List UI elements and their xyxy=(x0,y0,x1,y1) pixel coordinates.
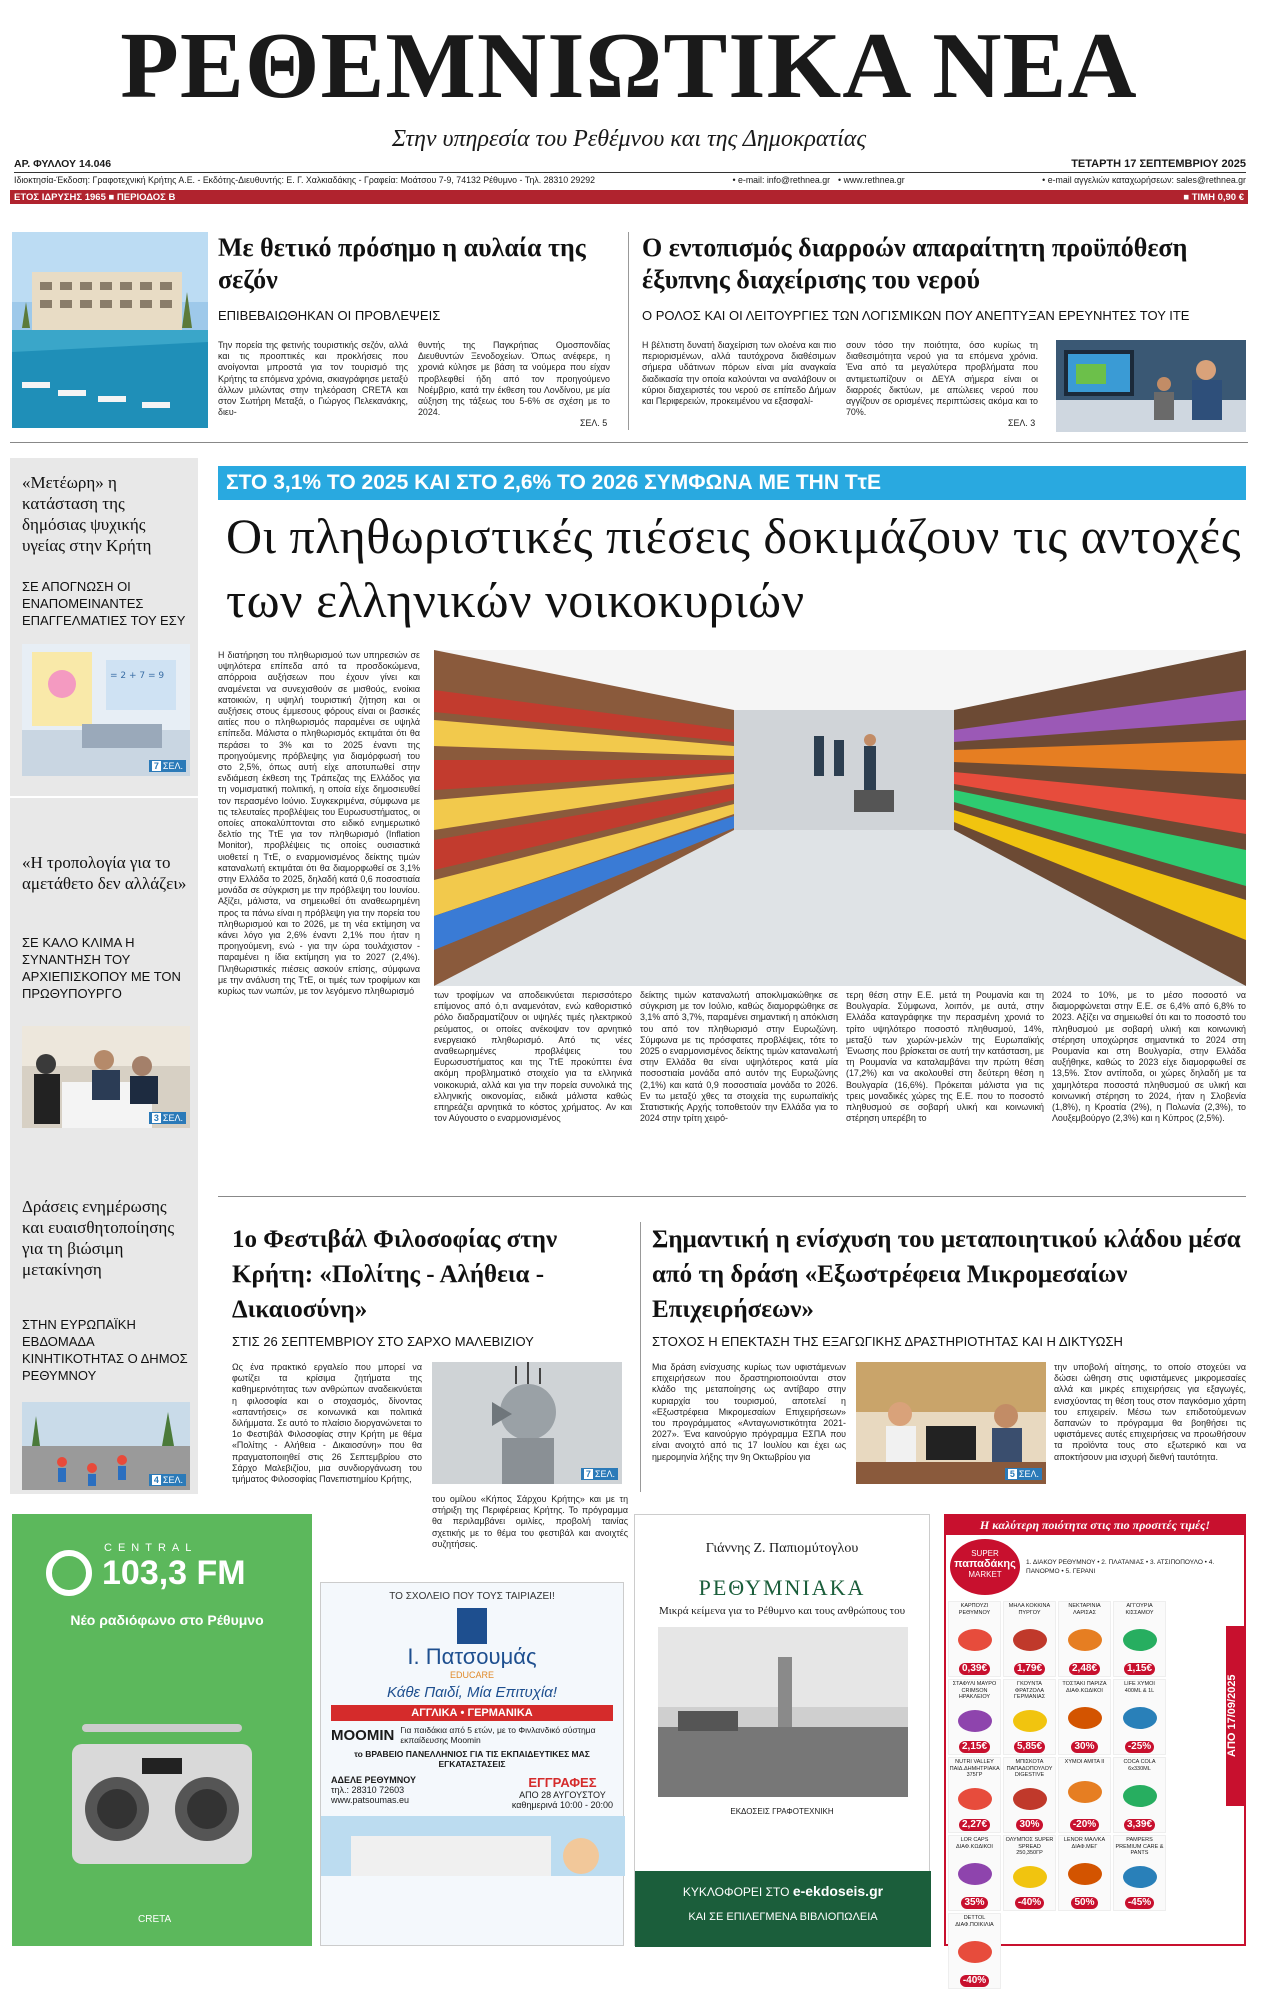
sidebar-1-sel: ΣΕΛ. xyxy=(162,761,183,771)
festival-page: 7 xyxy=(585,1469,591,1479)
market-product-name: COCA COLA 6x330ML xyxy=(1123,1759,1156,1772)
product-image-icon xyxy=(1123,1866,1157,1888)
story2-page-ref[interactable]: ΣΕΛ. 3 xyxy=(1008,418,1036,428)
lead-col4: τερη θέση στην Ε.Ε. μετά τη Ρουμανία και τη Βουλγαρία. Σύμφωνα, λοιπόν, με αυτά, στην Ελλάδα καταγράφηκε την περασμένη χρονιά το τρίτο υψηλότερο ποσοστό πληθυσμού, 14%, μεταξύ των χωρών-μελών της Ευρωπαϊκής Ένωσης που βρίσκεται σε αυτή την κατάσταση, με τη Ρουμανία να καταλαμβάνει την πρώτη θέση (17,2%) και να ακολουθεί στη δεύτερη θέση η Βουλγαρία (16,6%). Πρόκειται μάλιστα για τις τρεις μοναδικές χώρες της Ε.Ε. που το ποσοστό πληθυσμού σε σοβαρή υλική και κοινωνική στέρηση υπερέβη το xyxy=(846,990,1044,1124)
market-product-price: 1,15€ xyxy=(1124,1663,1155,1675)
market-product-price: -45% xyxy=(1125,1897,1154,1909)
market-product-price: -40% xyxy=(1015,1897,1044,1909)
sidebar-2-page: 3 xyxy=(153,1113,159,1123)
sidebar-3-kicker: ΣΤΗΝ ΕΥΡΩΠΑΪΚΗ ΕΒΔΟΜΑΔΑ ΚΙΝΗΤΙΚΟΤΗΤΑΣ Ο ΔΗΜΟΣ ΡΕΘΥΜΝΟΥ xyxy=(22,1317,188,1383)
supermarket-photo xyxy=(434,650,1246,986)
product-image-icon xyxy=(1068,1707,1102,1729)
market-stores: 1. ΔΙΑΚΟΥ ΡΕΘΥΜΝΟΥ • 2. ΠΛΑΤΑΝΙΑΣ • 3. ΑΤΣΙΠΟΠΟΥΛΟ • 4. ΠΑΝΟΡΜΟ • 5. ΓΕΡΑΝΙ xyxy=(1026,1559,1215,1575)
book-cover-photo xyxy=(658,1627,908,1797)
market-product xyxy=(1058,1757,1111,1833)
market-mk: MARKET xyxy=(968,1570,1002,1579)
school-logo-icon xyxy=(457,1608,487,1644)
market-product-name: ΝΕΚΤΑΡΙΝΙΑ ΛΑΡΙΣΑΣ xyxy=(1068,1603,1101,1616)
school-addr: ΑΔΕΛΕ ΡΕΘΥΜΝΟΥ xyxy=(331,1775,416,1785)
market-product-price: -40% xyxy=(960,1975,989,1987)
market-product-name: LENOR ΜΑΛ/ΚΑ ΔΙΑΦ.ΜΕΓ xyxy=(1063,1837,1106,1850)
school-tel: τηλ.: 28310 72603 xyxy=(331,1785,405,1795)
product-image-icon xyxy=(1068,1863,1102,1885)
email-info[interactable]: • e-mail: info@rethnea.gr xyxy=(732,175,831,185)
market-product-price: 3,39€ xyxy=(1124,1819,1155,1831)
market-product xyxy=(948,1601,1001,1677)
school-sub: EDUCARE xyxy=(449,1670,494,1680)
sidebar-3-sel: ΣΕΛ. xyxy=(162,1475,183,1485)
story2-col2: σουν τόσο την ποιότητα, όσο κυρίως τη διαθεσιμότητα νερού για τα επόμενα χρόνια. Ένα από τα μεγαλύτερα προβλήματα που αντιμετωπίζουν οι ΔΕΥΑ σήμερα είναι οι διαρροές δικτύων, με απώλειες νερού που αγγίζουν σε ορισμένες περιπτώσεις ακόμα και το 70%. xyxy=(846,340,1038,418)
sidebar-3-page: 4 xyxy=(153,1475,159,1485)
radio-frequency: 103,3 FM xyxy=(102,1554,246,1592)
school-hours: καθημερινά 10:00 - 20:00 xyxy=(511,1800,613,1810)
market-product-price: 50% xyxy=(1071,1897,1097,1909)
school-award: το ΒΡΑΒΕΙΟ ΠΑΝΕΛΛΗΝΙΟΣ ΓΙΑ ΤΙΣ ΕΚΠΑΙΔΕΥΤΙΚΕΣ ΜΑΣ ΕΓΚΑΤΑΣΤΑΣΕΙΣ xyxy=(354,1749,590,1769)
founded-year: ΕΤΟΣ ΙΔΡΥΣΗΣ 1965 xyxy=(14,191,106,203)
radio-logo-icon xyxy=(46,1550,92,1596)
market-product-price: 2,48€ xyxy=(1069,1663,1100,1675)
market-product xyxy=(1113,1679,1166,1755)
market-product-price: 5,85€ xyxy=(1014,1741,1045,1753)
product-image-icon xyxy=(1013,1710,1047,1732)
market-product xyxy=(948,1679,1001,1755)
sidebar-3-title[interactable]: Δράσεις ενημέρωσης και ευαισθητοποίησης για τη βιώσιμη μετακίνηση xyxy=(22,1197,175,1279)
masthead-tagline: Στην υπηρεσία του Ρεθέμνου και της Δημοκρατίας xyxy=(391,126,867,152)
market-product xyxy=(1058,1679,1111,1755)
market-super: SUPER xyxy=(971,1549,999,1558)
school-top: ΤΟ ΣΧΟΛΕΙΟ ΠΟΥ ΤΟΥΣ ΤΑΙΡΙΑΖΕΙ! xyxy=(389,1591,555,1602)
festival-page-ref[interactable] xyxy=(581,1468,618,1480)
market-product-price: -25% xyxy=(1125,1741,1154,1753)
market-product xyxy=(1113,1601,1166,1677)
book-subtitle: Μικρά κείμενα για το Ρέθυμνο και τους ανθρώπους του xyxy=(658,1605,906,1617)
publisher-info: Ιδιοκτησία-Έκδοση: Γραφοτεχνική Κρήτης Α.Ε. - Εκδότης-Διευθυντής: Ε. Γ. Χαλκιαδάκης - Γραφεία: Μοάτσου 7-9, 74132 Ρέθυμνο - Τηλ. 28310 29292 xyxy=(14,175,595,185)
festival-col2: του ομίλου «Κήπος Σάρχου Κρήτης» και με τη στήριξη της Περιφέρειας Κρήτης. Το πρόγραμμα θα περιλαμβάνει ομιλίες, προβολή ταινίας σχετικής με το θέμα του φεστιβάλ και ανοιχτές συζητήσεις. xyxy=(432,1494,628,1549)
lead-title[interactable]: Οι πληθωριστικές πιέσεις δοκιμάζουν τις αντοχές των ελληνικών νοικοκυριών xyxy=(226,508,1242,628)
radio-ad[interactable] xyxy=(12,1514,312,1946)
market-product-name: DETTOL ΔΙΑΦ.ΠΟΙΚΙΛΙΑ xyxy=(955,1915,994,1928)
issue-number: ΑΡ. ΦΥΛΛΟΥ 14.046 xyxy=(14,158,112,170)
story1-page-ref[interactable]: ΣΕΛ. 5 xyxy=(580,418,608,428)
market-product-price: 30% xyxy=(1071,1741,1097,1753)
festival-kicker: ΣΤΙΣ 26 ΣΕΠΤΕΜΒΡΙΟΥ ΣΤΟ ΣΑΡΧΟ ΜΑΛΕΒΙΖΙΟΥ xyxy=(232,1334,534,1349)
product-image-icon xyxy=(1123,1707,1157,1729)
market-product xyxy=(1003,1601,1056,1677)
market-product xyxy=(1113,1757,1166,1833)
market-product xyxy=(948,1757,1001,1833)
book-bar: ΚΥΚΛΟΦΟΡΕΙ ΣΤΟ xyxy=(682,1885,790,1899)
lead-col5: 2024 το 10%, με το μέσο ποσοστό να διαμορφώνεται στην Ε.Ε. σε 6,4% από 6,8% το 2023. Αξίζει να σημειωθεί ότι και το ποσοστό του πληθυσμού με σοβαρή υλική και κοινωνική στέρηση υποχώρησε σημαντικά το 2024 στη Ρουμανία και στη Βουλγαρία, στην Ελλάδα αυξήθηκε, καθώς το 2023 είχε διαμορφωθεί σε 13,5%. Στον αντίποδα, οι χώρες δηλαδή με τα χαμηλότερα ποσοστά πληθυσμού σε υλική και κοινωνική στέρηση το 2024, ήταν η Σλοβενία (1,8%), η Κροατία (2%), η Πολωνία (2,3%), το Λουξεμβούργο (2,3%) και η Κύπρος (2,5%). xyxy=(1052,990,1246,1124)
moomin-text: Για παιδάκια από 5 ετών, με το Φινλανδικό σύστημα εκπαίδευσης Moomin xyxy=(400,1725,596,1745)
school-reg-from: ΑΠΟ 28 ΑΥΓΟΥΣΤΟΥ xyxy=(519,1790,606,1800)
story1-title[interactable]: Με θετικό πρόσημο η αυλαία της σεζόν xyxy=(218,233,586,294)
product-image-icon xyxy=(958,1788,992,1810)
book-ad[interactable] xyxy=(634,1514,930,1946)
market-product-name: ΑΓΓΟΥΡΙΑ ΚΙΣΣΑΜΟΥ xyxy=(1125,1603,1154,1616)
market-products xyxy=(946,1599,1222,1991)
market-product-price: 2,27€ xyxy=(959,1819,990,1831)
story2-col1: Η βέλτιστη δυνατή διαχείριση των ολοένα και πιο περιορισμένων, αλλά ταυτόχρονα διαθέσιμων σήμερα υδάτινων πόρων είναι μία αναγκαία διαδικασία την οποία καλούνται να αναλάβουν οι κύριοι διαχειριστές του νερού σε επίπεδο Δήμων και Περιφερειών, προκειμένου να εξασφαλί- xyxy=(642,340,836,407)
story1-kicker: ΕΠΙΒΕΒΑΙΩΘΗΚΑΝ ΟΙ ΠΡΟΒΛΕΨΕΙΣ xyxy=(218,308,441,323)
school-motto: Κάθε Παιδί, Μία Επιτυχία! xyxy=(386,1684,558,1701)
market-product-name: ΣΤΑΦΥΛΙ ΜΑΥΡΟ CRIMSON ΗΡΑΚΛΕΙΟΥ xyxy=(952,1681,997,1700)
price: ΤΙΜΗ 0,90 € xyxy=(1191,191,1244,203)
supermarket-ad[interactable] xyxy=(944,1514,1246,1986)
lead-col2: των τροφίμων να αποδεικνύεται περισσότερο επίμονος από ό,τι αναμενόταν, ενώ καθοριστικό ρόλο διαδραματίζουν οι υψηλές τιμές ηλεκτρικού ρεύματος, οι οποίες ανέκοψαν τον αρνητικό ενεργειακό πληθωρισμό. Από τις νέες αναθεωρημένες προβλέψεις του Ευρωσυστήματος και της ΤτΕ προκύπτει ένα ακόμη προβληματικό στοιχείο για τα ελληνικά νοικοκυριά, αλλά και για την πορεία συνολικά της ελληνικής οικονομίας, ειδικά μάλιστα καθώς επηρεάζει αρνητικά το κόστος χρήματος. Αν και τον Αύγουστο ο εναρμονισμένος xyxy=(434,990,632,1124)
book-author: Γιάννης Ζ. Παπιομύτογλου xyxy=(705,1541,859,1556)
market-product-price: 2,15€ xyxy=(959,1741,990,1753)
radio-mark: CRETA xyxy=(138,1914,172,1925)
period: ΠΕΡΙΟΔΟΣ Β xyxy=(116,191,176,203)
product-image-icon xyxy=(958,1863,992,1885)
radio-slogan: Νέο ραδιόφωνο στο Ρέθυμνο xyxy=(70,1612,264,1628)
market-product xyxy=(948,1913,1001,1989)
product-image-icon xyxy=(958,1629,992,1651)
sidebar-2-kicker: ΣΕ ΚΑΛΟ ΚΛΙΜΑ Η ΣΥΝΑΝΤΗΣΗ ΤΟΥ ΑΡΧΙΕΠΙΣΚΟΠΟΥ ΜΕ ΤΟΝ ΠΡΩΘΥΠΟΥΡΓΟ xyxy=(22,935,181,1001)
market-product-price: 35% xyxy=(961,1897,987,1909)
festival-photo xyxy=(432,1362,622,1484)
sidebar-1-kicker: ΣΕ ΑΠΟΓΝΩΣΗ ΟΙ ΕΝΑΠΟΜΕΙΝΑΝΤΕΣ ΕΠΑΓΓΕΛΜΑΤΙΕΣ ΤΟΥ ΕΣΥ xyxy=(22,579,186,628)
market-product-name: PAMPERS PREMIUM CARE & PANTS xyxy=(1115,1837,1164,1856)
market-top: Η καλύτερη ποιότητα στις πιο προσιτές τιμές! xyxy=(946,1516,1244,1535)
festival-col1: Ως ένα πρακτικό εργαλείο που μπορεί να φωτίζει τα κρίσιμα ζητήματα της καθημερινότητας των ανθρώπων αναδεικνύεται η φιλοσοφία και ο στοχασμός, δίνοντας «απαντήσεις» σε κοινωνικά και πολιτικά διλήμματα. Σε αυτό το πλαίσιο διοργανώνεται το 1ο Φεστιβάλ Φιλοσοφίας στην Κρήτη με θέμα «Πολίτης - Αλήθεια - Δικαιοσύνη» που θα πραγματοποιηθεί στις 26 Σεπτεμβρίου στο Σάρχο Μαλεβιζίου, μια συνδιοργάνωση του τμήματος Φιλοσοφίας Πανεπιστημίου Κρήτης, xyxy=(232,1362,422,1485)
product-image-icon xyxy=(1013,1788,1047,1810)
school-langs: ΑΓΓΛΙΚΑ • ΓΕΡΜΑΝΙΚΑ xyxy=(331,1705,613,1721)
market-product-price: 0,39€ xyxy=(959,1663,990,1675)
story2-kicker: Ο ΡΟΛΟΣ ΚΑΙ ΟΙ ΛΕΙΤΟΥΡΓΙΕΣ ΤΩΝ ΛΟΓΙΣΜΙΚΩΝ ΠΟΥ ΑΝΕΠΤΥΞΑΝ ΕΡΕΥΝΗΤΕΣ ΤΟΥ ΙΤΕ xyxy=(642,308,1190,323)
sidebar-2-title[interactable]: «Η τροπολογία για το αμετάθετο δεν αλλάζει» xyxy=(22,853,187,893)
market-product xyxy=(1058,1601,1111,1677)
lead-col3: δείκτης τιμών καταναλωτή αποκλιμακώθηκε σε σύγκριση με τον Ιούλιο, καθώς διαμορφώθηκε σε 3,1% από 3,7%, παραμένει σημαντική η απόκλιση του από τον πληθωρισμό στην Ευρωζώνη. Σύμφωνα με τις πρόσφατες προβλέψεις, τότε το 2025 ο εναρμονισμένος δείκτης τιμών καταναλωτή στην Ελλάδα θα είναι υψηλότερος κατά μία ποσοστιαία μονάδα από αυτόν της Ευρωζώνης (2,1%) και κατά 0,9 ποσοστιαία μονάδα το 2026. Εν τω μεταξύ χθες τα στοιχεία της ευρωπαϊκής Στατιστικής Αρχής τοποθετούν την Ελλάδα για το 2024 στην τρίτη χειρό- xyxy=(640,990,838,1124)
market-product-name: ΧΥΜΟΙ ΑΜΙΤΑ ΙΙ xyxy=(1064,1759,1105,1765)
story1-col1: Την πορεία της φετινής τουριστικής σεζόν, αλλά και τις προοπτικές και προκλήσεις που ανοίγονται μπροστά για τον τουρισμό της Κρήτης τα επόμενα χρόνια, σκιαγράφησε μεταξύ άλλων μιλώντας στην τηλεόραση CRETA και στον Σωτήρη Μεταξά, ο Γιώργος Πελεκανάκης, διευ- xyxy=(218,340,408,418)
product-image-icon xyxy=(1123,1785,1157,1807)
festival-title[interactable]: 1ο Φεστιβάλ Φιλοσοφίας στην Κρήτη: «Πολίτης - Αλήθεια - Δικαιοσύνη» xyxy=(232,1226,558,1323)
market-product xyxy=(1003,1757,1056,1833)
lead-col1: Η διατήρηση του πληθωρισμού των υπηρεσιών σε υψηλότερα επίπεδα από τα προσδοκώμενα, απόρροια αυξήσεων που έχουν γίνει και αναμένεται να συνεχισθούν σε μισθούς, ενοίκια κατοικιών, η υψηλή τουριστική ζήτηση και οι αυξήσεις στους έμμεσους φόρους είναι οι βασικές αιτίες που ο πληθωρισμός παραμένει σε υψηλά επίπεδα. Μάλιστα ο πληθωρισμός εκτιμάται ότι θα περάσει το 3% και το 2025 έναντι της προηγούμενης πρόβλεψης για διαμόρφωσή του στο 2,5%, όπως αυτή είχε αποτυπωθεί στην ενδιάμεση έκθεση της Τράπεζας της Ελλάδος για τη νομισματική πολιτική, η οποία είχε δημοσιευθεί τον περασμένο Ιούνιο. Συγκεκριμένα, σύμφωνα με τις τελευταίες προβλέψεις του Ευρωσυστήματος, οι οποίες αποκαλύπτονται στο ειδικό ενημερωτικό δελτίο της ΤτΕ για τον πληθωρισμό (Inflation Monitor), προβλέψεις τις οποίες ουσιαστικά υιοθετεί η ΤτΕ, ο εναρμονισμένος δείκτης τιμών καταναλωτή εκτιμάται ότι θα διαμορφωθεί σε 3,1% στην Ελλάδα το 2025, δηλαδή κατά 0,6 ποσοστιαία μονάδα σε σύγκριση με την πρόβλεψη του Ιουνίου. Αξίζει, μάλιστα, να σημειωθεί ότι αναθεωρημένη προς τα πάνω είναι η πρόβλεψη για την πορεία του πληθωρισμού και το 2026, με τη νέα εκτίμηση να κάνει λόγο για 2,6% έναντι 2,1% που ήταν η προηγούμενη, ενώ - για την ώρα τουλάχιστον - παραμένει η ίδια εκτίμηση για το 2027 (2,4%). Πληθωριστικές πιέσεις ασκούν επίσης, σύμφωνα με την ανάλυση της ΤτΕ, οι τιμές των τροφίμων και κυρίως των νωπών, με τον λεγόμενο πληθωρισμό xyxy=(218,650,420,997)
product-image-icon xyxy=(1013,1629,1047,1651)
market-logo xyxy=(950,1539,1020,1595)
sidebar-3-photo xyxy=(22,1402,190,1490)
market-valid: ΑΠΟ 17/09/2025 xyxy=(1226,1626,1244,1806)
sidebar-2-page-ref[interactable] xyxy=(149,1112,186,1124)
product-image-icon xyxy=(1123,1629,1157,1651)
market-product xyxy=(1058,1835,1111,1911)
book-bottom: ΚΑΙ ΣΕ ΕΠΙΛΕΓΜΕΝΑ ΒΙΒΛΙΟΠΩΛΕΙΑ xyxy=(688,1911,878,1923)
sidebar-2-sel: ΣΕΛ. xyxy=(162,1113,183,1123)
book-title: ΡΕΘΥΜΝΙΑΚΑ xyxy=(698,1575,866,1600)
export-page: 5 xyxy=(1009,1469,1015,1479)
website-link[interactable]: • www.rethnea.gr xyxy=(838,175,905,185)
book-shop[interactable]: e-ekdoseis.gr xyxy=(792,1883,884,1899)
product-image-icon xyxy=(958,1710,992,1732)
school-building-photo xyxy=(321,1816,625,1876)
export-kicker: ΣΤΟΧΟΣ Η ΕΠΕΚΤΑΣΗ ΤΗΣ ΕΞΑΓΩΓΙΚΗΣ ΔΡΑΣΤΗΡΙΟΤΗΤΑΣ ΚΑΙ Η ΔΙΚΤΥΩΣΗ xyxy=(652,1334,1123,1349)
school-name: Ι. Πατσουμάς xyxy=(407,1644,537,1669)
moomin-label: MOOMIN xyxy=(331,1726,395,1744)
product-image-icon xyxy=(1013,1866,1047,1888)
sidebar-2-photo xyxy=(22,1026,190,1128)
market-product-name: ΟΛΥΜΠΟΣ SUPER SPREAD 250,350ΓΡ xyxy=(1005,1837,1054,1856)
radio-icon xyxy=(62,1714,262,1874)
market-product-name: ΜΠΙΣΚΟΤΑ ΠΑΠΑΔΟΠΟΥΛΟΥ DIGESTIVE xyxy=(1006,1759,1053,1778)
school-reg: ΕΓΓΡΑΦΕΣ xyxy=(528,1775,597,1790)
market-brand: παπαδάκης xyxy=(954,1558,1016,1570)
market-product-name: NUTRI VALLEY ΠΑΙΔ.ΔΗΜΗΤΡΙΑΚΑ 375ΓΡ xyxy=(949,1759,1000,1778)
masthead-title: ΡΕΘΕΜΝΙΩΤΙΚΑ ΝΕΑ xyxy=(120,14,1138,118)
market-product-name: LOR CAPS ΔΙΑΦ.ΚΩΔΙΚΟΙ xyxy=(956,1837,993,1850)
market-product-name: ΚΑΡΠΟΥΖΙ ΡΕΘΥΜΝΟΥ xyxy=(958,1603,991,1616)
ads-email[interactable]: • e-mail αγγελιών καταχωρήσεων: sales@rethnea.gr xyxy=(1042,175,1246,185)
market-product xyxy=(1003,1679,1056,1755)
market-product xyxy=(948,1835,1001,1911)
lead-banner: ΣΤΟ 3,1% ΤΟ 2025 ΚΑΙ ΣΤΟ 2,6% ΤΟ 2026 ΣΥΜΦΩΝΑ ΜΕ ΤΗΝ ΤτΕ xyxy=(218,466,1246,500)
hotel-pool-photo xyxy=(12,232,208,428)
sidebar-1-title[interactable]: «Μετέωρη» η κατάσταση της δημόσιας ψυχικής υγείας στην Κρήτη xyxy=(22,473,152,555)
market-product-price: 30% xyxy=(1016,1819,1042,1831)
product-image-icon xyxy=(1068,1629,1102,1651)
market-product-price: -20% xyxy=(1070,1819,1099,1831)
sidebar-1-photo xyxy=(22,644,190,776)
export-page-ref[interactable] xyxy=(1005,1468,1042,1480)
market-product-price: 1,79€ xyxy=(1014,1663,1045,1675)
issue-date: ΤΕΤΑΡΤΗ 17 ΣΕΠΤΕΜΒΡΙΟΥ 2025 xyxy=(1071,158,1246,170)
export-photo xyxy=(856,1362,1046,1484)
export-sel: ΣΕΛ. xyxy=(1018,1469,1039,1479)
export-title[interactable]: Σημαντική η ενίσχυση του μεταποιητικού κλάδου μέσα από τη δράση «Εξωστρέφεια Μικρομεσαίων Επιχειρήσεων» xyxy=(652,1226,1241,1323)
sidebar-3-page-ref[interactable] xyxy=(149,1474,186,1486)
market-product-name: LIFE ΧΥΜΟΙ 400ML & 1L xyxy=(1124,1681,1155,1694)
info-bar: ΕΤΟΣ ΙΔΡΥΣΗΣ 1965 ■ ΠΕΡΙΟΔΟΣ Β ■ ΤΙΜΗ 0,90 € xyxy=(10,190,1248,204)
export-col1: Μια δράση ενίσχυσης κυρίως των υφιστάμενων επιχειρήσεων που δραστηριοποιούνται στον κλάδο της μεταποίησης ως αντίβαρο στην κυριαρχία του τουρισμού, αποτελεί η «Εξωστρέφεια Μικρομεσαίων Επιχειρήσεων» του προγράμματος «Ανταγωνιστικότητα 2021-2027». Ένα καινούργιο πρόγραμμα ΕΣΠΑ που είναι ανοιχτό από τις 17 Ιουλίου και έχει ως ημερομηνία λήξης την 9η Οκτωβρίου για xyxy=(652,1362,846,1462)
school-web[interactable]: www.patsoumas.eu xyxy=(331,1795,410,1805)
product-image-icon xyxy=(1068,1781,1102,1803)
sidebar-1-page: 7 xyxy=(153,761,159,771)
market-product xyxy=(1113,1835,1166,1911)
festival-sel: ΣΕΛ. xyxy=(594,1469,615,1479)
sidebar-1-page-ref[interactable] xyxy=(149,760,186,772)
export-col2: την υποβολή αίτησης, το οποίο στοχεύει να δώσει ώθηση στις υφιστάμενες μικρομεσαίες αλλά και μικρές επιχειρήσεις για εξαγωγές, ενισχύοντας τη θέση τους στον παγκόσμιο χάρτη του επιχειρείν. Μέσω των επιδοτούμενων δαπανών το πρόγραμμα θα βοηθήσει τις υφιστάμενες αυτές επιχειρήσεις να προωθήσουν τα προϊόντα τους στο εξωτερικό και να αποκτήσουν μια ισχυρή διεθνή ταυτότητα. xyxy=(1054,1362,1246,1462)
story1-col2: θυντής της Παγκρήτιας Ομοσπονδίας Διευθυντών Ξενοδοχείων. Όπως ανέφερε, η χρονιά κύλησε με βάση τα νούμερα που είχαν προβλεφθεί ήδη από τον προηγούμενο Νοέμβριο, κατά την έκθεση του Λονδίνου, με μία αύξηση της τάξεως του 5-6% σε σχέση με το 2024. xyxy=(418,340,610,418)
book-publisher: ΕΚΔΟΣΕΙΣ ΓΡΑΦΟΤΕΧΝΙΚΗ xyxy=(730,1807,834,1816)
svg-text:= 2 + 7 = 9: = 2 + 7 = 9 xyxy=(110,671,165,681)
market-product xyxy=(1003,1835,1056,1911)
market-product-name: ΜΗΛΑ ΚΟΚΚΙΝΑ ΠΥΡΓΟΥ xyxy=(1008,1603,1051,1616)
water-software-photo xyxy=(1056,340,1246,432)
story2-title[interactable]: Ο εντοπισμός διαρροών απαραίτητη προϋπόθεση έξυπνης διαχείρισης του νερού xyxy=(642,233,1188,294)
radio-brand: CENTRAL xyxy=(104,1542,198,1554)
product-image-icon xyxy=(958,1941,992,1963)
market-product-name: ΤΟΣΤΑΚΙ ΠΑΡΙΖΑ ΔΙΑΦ.ΚΩΔΙΚΟΙ xyxy=(1062,1681,1107,1694)
market-product-name: ΓΚΟΥΝΤΑ ΦΡΑΤΖΟΛΑ ΓΕΡΜΑΝΙΑΣ xyxy=(1013,1681,1046,1700)
school-ad[interactable] xyxy=(320,1582,624,1946)
